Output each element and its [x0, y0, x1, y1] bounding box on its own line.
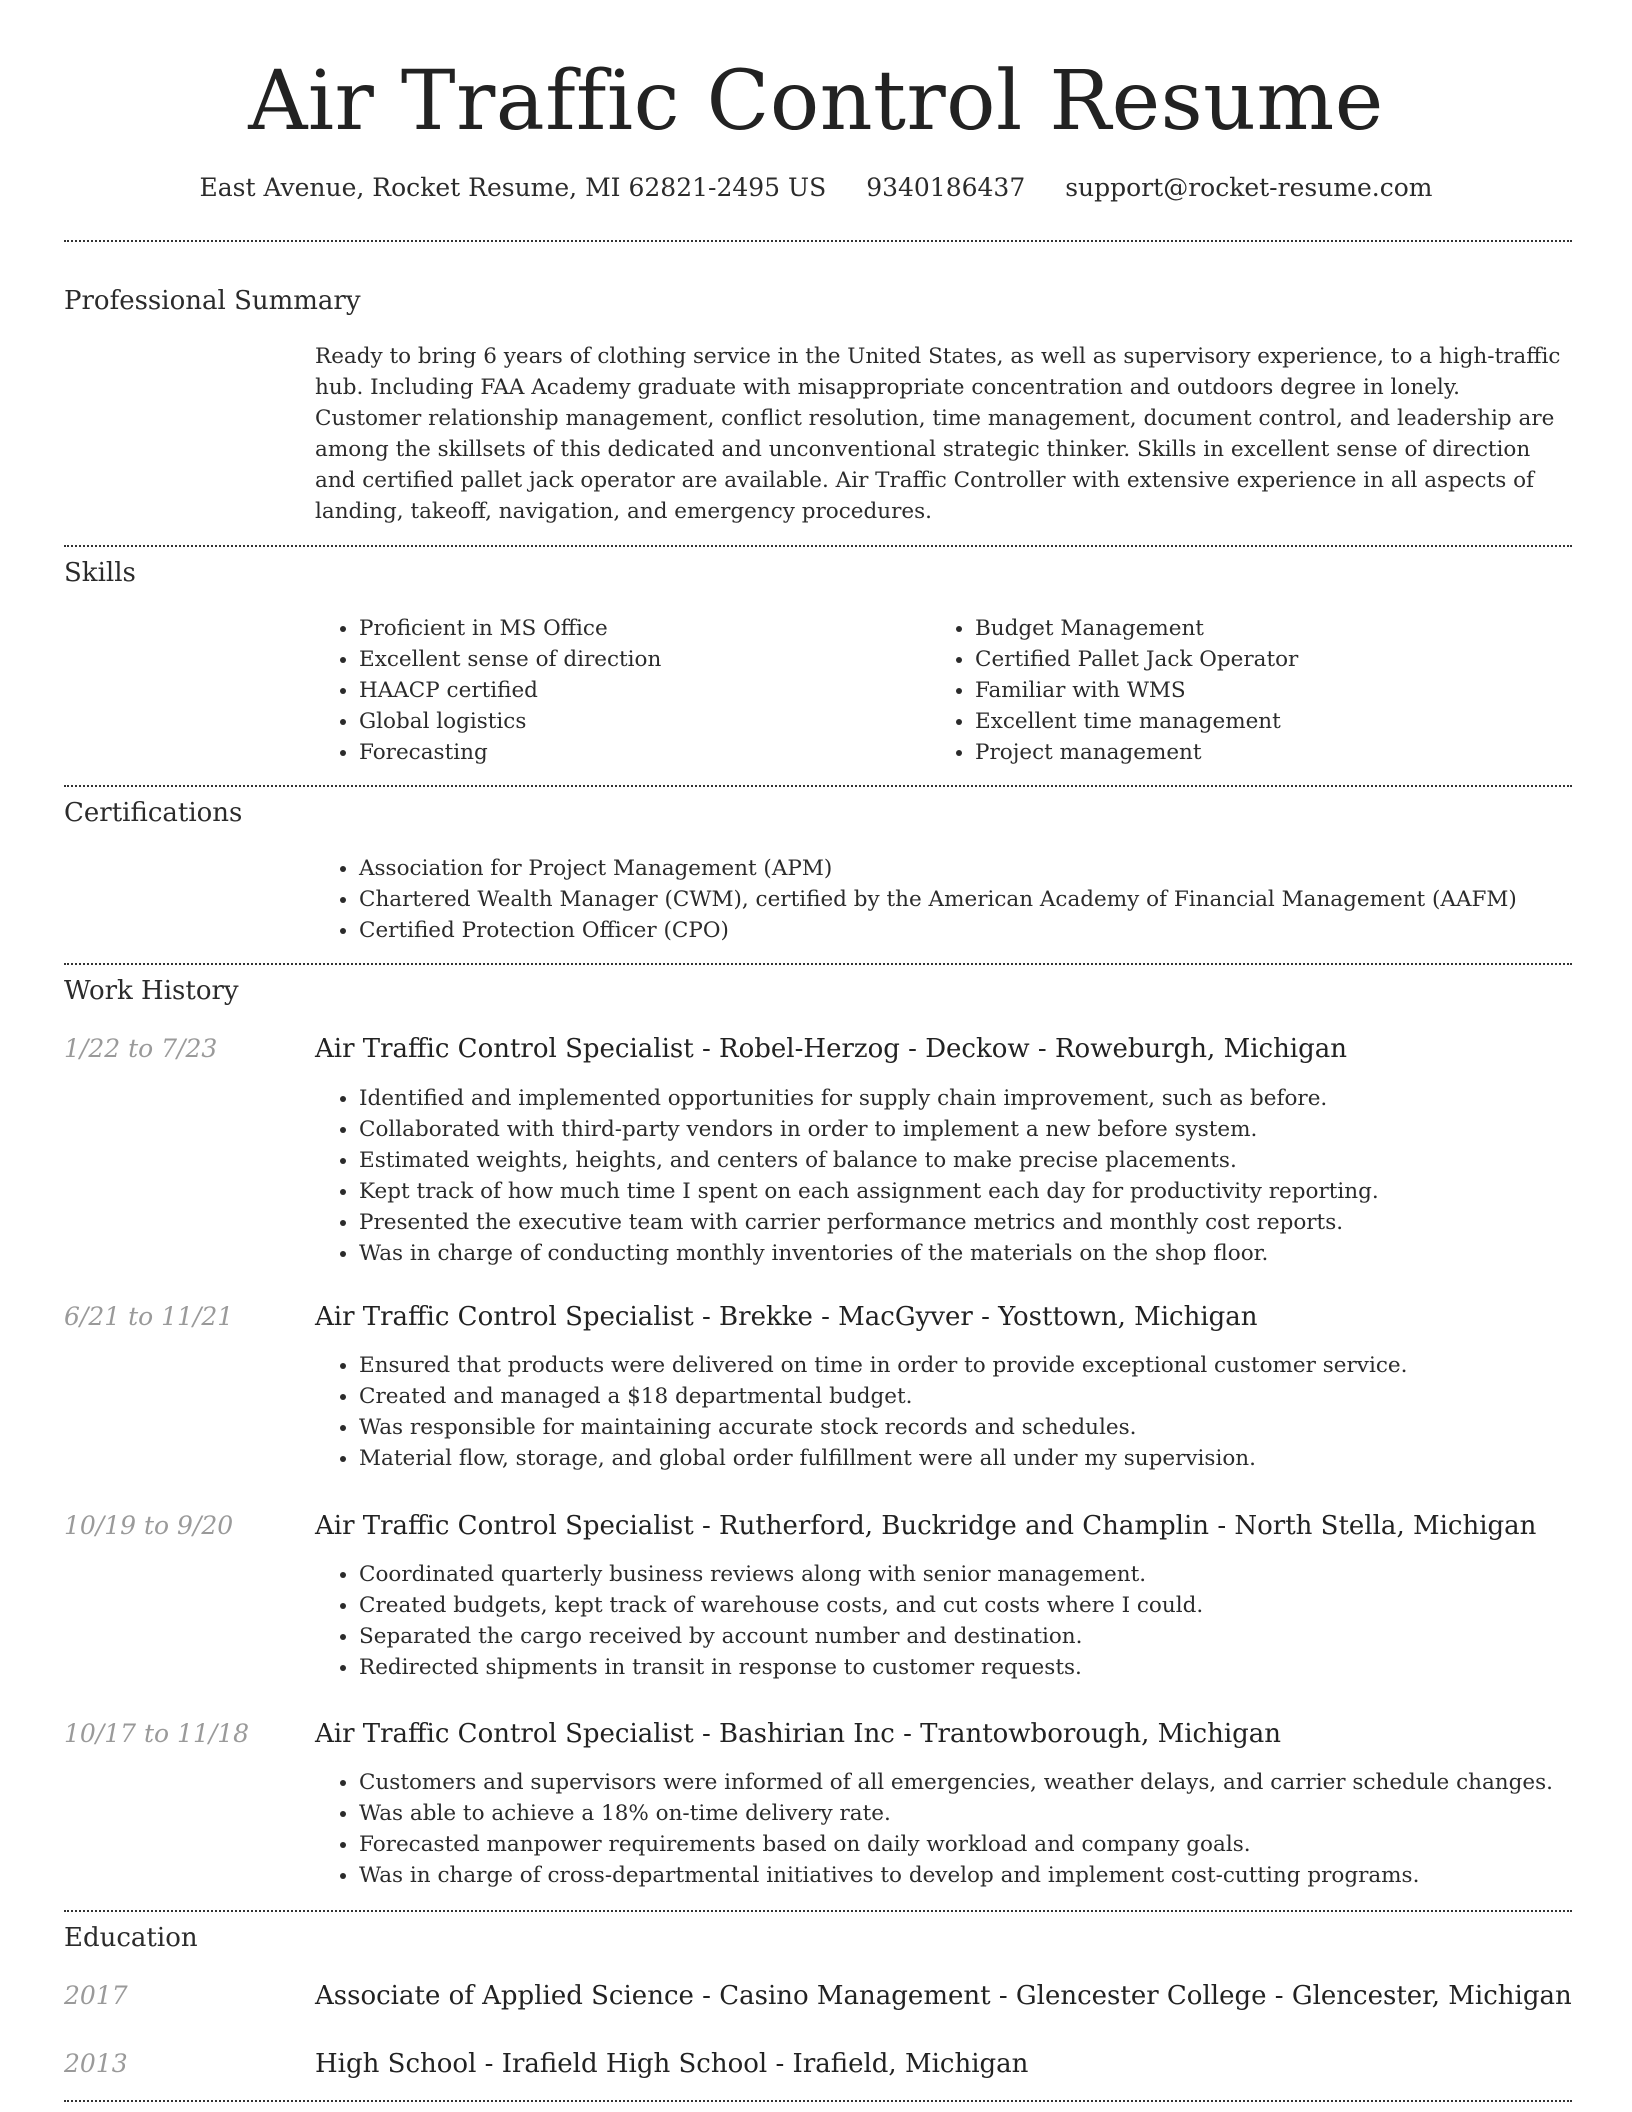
section-title-certifications: Certifications: [64, 798, 243, 828]
divider: [64, 240, 1572, 242]
job-bullet: • Estimated weights, heights, and centers of balance to make precise placements.: [359, 1145, 1616, 1176]
job-bullet: • Coordinated quarterly business reviews along with senior management.: [359, 1559, 1616, 1590]
job-heading: Air Traffic Control Specialist - Bashirian Inc - Trantowborough, Michigan: [315, 1719, 1282, 1749]
job-bullet: • Separated the cargo received by account number and destination.: [359, 1621, 1616, 1652]
job-dates: 10/17 to 11/18: [64, 1719, 250, 1748]
divider: [64, 785, 1572, 787]
section-title-summary: Professional Summary: [64, 286, 361, 316]
certification-item: • Certified Protection Officer (CPO): [359, 915, 1616, 946]
job-dates: 6/21 to 11/21: [64, 1302, 234, 1331]
job-bullet: • Presented the executive team with carrier performance metrics and monthly cost reports.: [359, 1207, 1616, 1238]
contact-line: [0, 170, 1632, 206]
skills-list-right: [931, 613, 1575, 768]
contact-phone: 9340186437: [866, 173, 1026, 202]
job-dates: 10/19 to 9/20: [64, 1511, 234, 1540]
contact-email: support@rocket-resume.com: [1065, 173, 1433, 202]
section-title-work-history: Work History: [64, 976, 239, 1006]
job-dates: 1/22 to 7/23: [64, 1034, 218, 1063]
skill-item: • Familiar with WMS: [975, 675, 1575, 706]
job-bullet: • Forecasted manpower requirements based on daily workload and company goals.: [359, 1829, 1616, 1860]
skill-item: • HAACP certified: [359, 675, 919, 706]
education-year: 2017: [64, 1981, 128, 2010]
skill-item: • Global logistics: [359, 706, 919, 737]
skill-item: • Project management: [975, 737, 1575, 768]
job-bullet: • Was in charge of cross-departmental initiatives to develop and implement cost-cutting programs.: [359, 1860, 1616, 1891]
job-bullet: • Created and managed a $18 departmental budget.: [359, 1381, 1616, 1412]
divider: [64, 545, 1572, 547]
job-bullet: • Was able to achieve a 18% on-time delivery rate.: [359, 1798, 1616, 1829]
job-bullet: • Collaborated with third-party vendors in order to implement a new before system.: [359, 1114, 1616, 1145]
education-heading: High School - Irafield High School - Irafield, Michigan: [315, 2049, 1029, 2079]
certification-item: • Chartered Wealth Manager (CWM), certified by the American Academy of Financial Management (AAFM): [359, 884, 1616, 915]
job-bullet: • Material flow, storage, and global order fulfillment were all under my supervision.: [359, 1443, 1616, 1474]
skill-item: • Budget Management: [975, 613, 1575, 644]
divider: [64, 963, 1572, 965]
skill-item: • Certified Pallet Jack Operator: [975, 644, 1575, 675]
job-bullet: • Ensured that products were delivered on time in order to provide exceptional customer service.: [359, 1350, 1616, 1381]
education-year: 2013: [64, 2049, 128, 2078]
skill-item: • Proficient in MS Office: [359, 613, 919, 644]
job-heading: Air Traffic Control Specialist - Robel-Herzog - Deckow - Roweburgh, Michigan: [315, 1034, 1348, 1064]
divider: [64, 1910, 1572, 1912]
certifications-list: [315, 853, 1616, 946]
resume-title: Air Traffic Control Resume: [248, 54, 1384, 149]
contact-address: East Avenue, Rocket Resume, MI 62821-2495 US: [199, 173, 827, 202]
section-title-education: Education: [64, 1923, 198, 1953]
skill-item: • Excellent time management: [975, 706, 1575, 737]
skills-list-left: [315, 613, 919, 768]
job-heading: Air Traffic Control Specialist - Rutherford, Buckridge and Champlin - North Stella, Michigan: [315, 1511, 1537, 1541]
job-bullet: • Redirected shipments in transit in response to customer requests.: [359, 1652, 1616, 1683]
job-bullet: • Was in charge of conducting monthly inventories of the materials on the shop floor.: [359, 1238, 1616, 1269]
job-bullets: [315, 1350, 1616, 1474]
section-title-skills: Skills: [64, 558, 136, 588]
skill-item: • Excellent sense of direction: [359, 644, 919, 675]
job-bullet: • Was responsible for maintaining accurate stock records and schedules.: [359, 1412, 1616, 1443]
job-bullet: • Created budgets, kept track of warehouse costs, and cut costs where I could.: [359, 1590, 1616, 1621]
summary-text: Ready to bring 6 years of clothing service in the United States, as well as supervisory experience, to a high-traffic hub. Including FAA Academy graduate with misappropriate concentration and outdoors degree in lonely. Customer relationship management, conflict resolution, time management, document control, and leadership are among the skillsets of this dedicated and unconventional strategic thinker. Skills in excellent sense of direction and certified pallet jack operator are available. Air Traffic Controller with extensive experience in all aspects of landing, takeoff, navigation, and emergency procedures.: [315, 344, 1561, 524]
skill-item: • Forecasting: [359, 737, 919, 768]
certification-item: • Association for Project Management (APM): [359, 853, 1616, 884]
job-bullets: [315, 1767, 1616, 1891]
job-heading: Air Traffic Control Specialist - Brekke - MacGyver - Yosttown, Michigan: [315, 1302, 1258, 1332]
divider: [64, 2100, 1572, 2102]
job-bullet: • Kept track of how much time I spent on each assignment each day for productivity reporting.: [359, 1176, 1616, 1207]
education-heading: Associate of Applied Science - Casino Management - Glencester College - Glencester, Michigan: [315, 1981, 1572, 2011]
job-bullets: [315, 1083, 1616, 1269]
job-bullet: • Customers and supervisors were informed of all emergencies, weather delays, and carrier schedule changes.: [359, 1767, 1616, 1798]
job-bullet: • Identified and implemented opportunities for supply chain improvement, such as before.: [359, 1083, 1616, 1114]
job-bullets: [315, 1559, 1616, 1683]
